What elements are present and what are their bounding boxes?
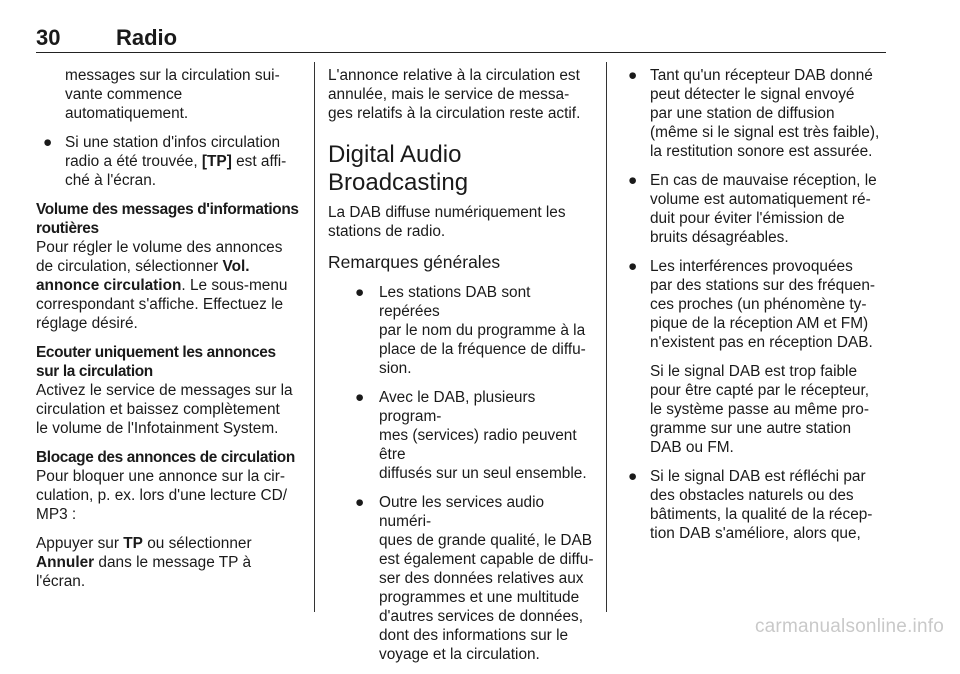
bullet-icon: ● [355, 389, 365, 406]
bullet-icon: ● [355, 494, 365, 511]
section-title: Radio [116, 25, 178, 50]
column-right [621, 66, 889, 553]
bullet-icon: ● [628, 67, 638, 84]
bullet-icon: ● [355, 284, 365, 301]
paragraph-press-tp: Appuyer sur TP ou sélectionner Annuler dans le message TP à l'écran. [36, 535, 252, 590]
paragraph-listen-only: Activez le service de messages sur la circulation et baissez complètement le volume de l'Infotainment System. [36, 382, 293, 437]
column-left [36, 66, 300, 601]
column-middle [328, 66, 594, 674]
bullet-icon: ● [628, 172, 638, 189]
bullet-icon: ● [628, 258, 638, 275]
list-item: ● Si une station d'infos circulation radio a été trouvée, [TP] est affi- ché à l'écran. [43, 134, 287, 189]
paragraph-block: Pour bloquer une annonce sur la cir- culation, p. ex. lors d'une lecture CD/ MP3 : [36, 468, 288, 523]
continued-bullet-text: messages sur la circulation sui- vante commence automatiquement. [65, 67, 280, 122]
bullet-icon: ● [628, 468, 638, 485]
list-item: ● Les stations DAB sont repérées par le nom du programme à la place de la fréquence de diffu- sion. [355, 284, 586, 377]
subheading-volume: Volume des messages d'informations routières [36, 201, 299, 237]
list-item: ● Si le signal DAB est réfléchi par des obstacles naturels ou des bâtiments, la qualité de la récep- tion DAB s'améliore, alors que, [628, 468, 873, 542]
list-item: ● Tant qu'un récepteur DAB donné peut détecter le signal envoyé par une station de diffusion (même si le signal est très faible), la restitution sonore est assurée. [628, 67, 880, 160]
column-divider [314, 62, 315, 612]
watermark-text: carmanualsonline.info [754, 616, 944, 637]
subheading-listen-only: Ecouter uniquement les annonces sur la circulation [36, 344, 276, 380]
heading-dab: Digital Audio Broadcasting [328, 141, 469, 196]
list-item-continuation: Si le signal DAB est trop faible pour être capté par le récepteur, le système passe au même pro- gramme sur une autre station DAB ou FM. [650, 363, 870, 456]
page-header [36, 22, 886, 53]
list-item: ● En cas de mauvaise réception, le volume est automatiquement ré- duit pour éviter l'émission de bruits désagréables. [628, 172, 877, 246]
subheading-block: Blocage des annonces de circulation [36, 449, 295, 466]
list-item: ● Les interférences provoquées par des stations sur des fréquen- ces proches (un phénomène ty- pique de la réception AM et FM) n'existent pas en réception DAB. [628, 258, 875, 351]
column-divider [606, 62, 607, 612]
list-item: ● Avec le DAB, plusieurs program- mes (services) radio peuvent être diffusés sur un seul ensemble. [355, 389, 587, 482]
heading-general-notes: Remarques générales [328, 252, 501, 272]
list-item: ● Outre les services audio numéri- ques de grande qualité, le DAB est également capable de diffu- ser des données relatives aux programmes et une multitude d'autres services de données, dont des informations sur le voyage et la circulation. [355, 494, 594, 663]
page-number: 30 [36, 25, 61, 50]
paragraph-volume: Pour régler le volume des annonces de circulation, sélectionner Vol. annonce circulation. Le sous-menu correspondant s'affiche. Effectuez le réglage désiré. [36, 239, 288, 332]
paragraph-announcement: L'annonce relative à la circulation est annulée, mais le service de messa- ges relatifs à la circulation reste actif. [328, 67, 581, 122]
paragraph-dab-intro: La DAB diffuse numériquement les stations de radio. [328, 204, 566, 240]
bullet-icon: ● [43, 134, 53, 151]
